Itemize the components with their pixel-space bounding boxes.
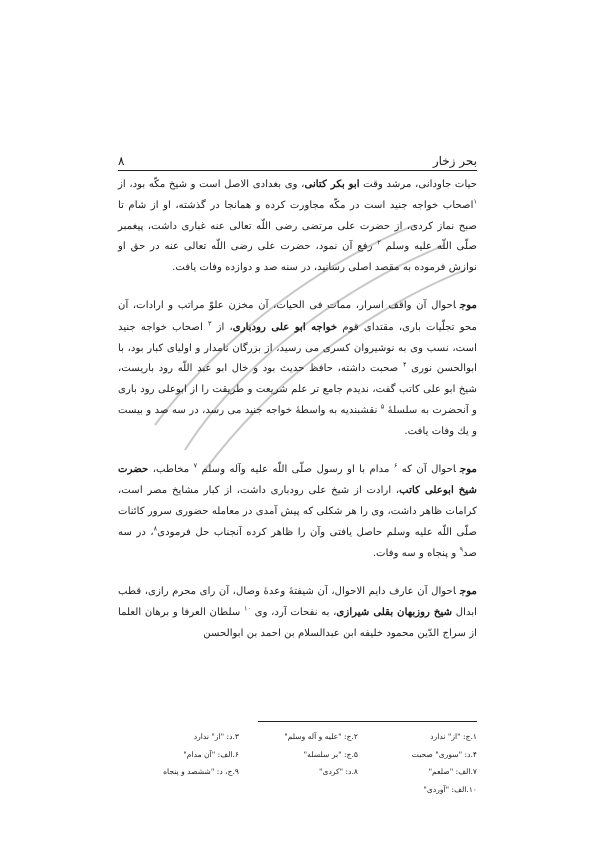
footnote: ۲.ج: "علیه و آله وسلم" (284, 732, 358, 741)
person-name: خواجه ابو علی رودباری (232, 320, 338, 333)
text-run: اصحاب خواجه جنید است در مکّه مجاورت کرده و همانجا در گذشته، او از شام تا صبح نماز کردی، از حضرت علی مرتضی رضی اللّه تعالی عنه غباری داشت، پیغمبر صلّی اللّه علیه وسلم (118, 199, 477, 253)
footnote-row (118, 781, 477, 799)
footnote-ref: ۸ (153, 524, 158, 533)
footnotes (118, 728, 477, 798)
footnote-ref: ۶ (393, 461, 398, 470)
book-title: بحر زخار (432, 154, 477, 168)
text-run: رفع آن نمود، حضرت علی رضی اللّه تعالی عنه در حق او نوازش فرموده به مقصد اصلی رسانید، در سنه صد و دوازده وفات یافت. (118, 241, 477, 274)
footnote-ref: ۱۰ (243, 604, 251, 613)
section-marker: موج (459, 584, 477, 597)
footnote (239, 781, 358, 799)
text-run: ، ارادت از شیخ علی رودباری داشت، از کبار مشایخ مصر است، کرامات ظاهر داشت، وی را هر شکلی که پیش آمدی در معامله حضوری سرور کائنات صلّی اللّه علیه وسلم حاصل یافتی وآن را ظاهر کرده آنجناب حل فرمودی (118, 485, 477, 538)
text-run: نقشبندیه به واسطهٔ خواجه جنید می رسد، در سه صد و بیست و یك وفات یافت. (118, 404, 477, 437)
footnote-ref: ۵ (380, 402, 385, 411)
person-name: حضرت شیخ ابوعلی کاتب (118, 462, 477, 497)
text-run: و پنجاه و سه وفات. (372, 547, 460, 559)
text-run: مخاطب، (148, 463, 194, 475)
footnote: ۱۰.الف: "آوردی" (423, 784, 477, 794)
footnote: ۵.ج: "بر سلسله" (303, 749, 358, 759)
text-run: احوال آن عارف دایم الاحوال، آن شیفتهٔ وعدهٔ وصال، آن رای محرم رازی، قطب ابدال (118, 585, 477, 619)
footnote: ۱.ج: "از" ندارد (430, 732, 477, 741)
footnote (120, 781, 239, 799)
footnote-rule (258, 721, 477, 722)
paragraph (118, 581, 477, 645)
header-rule (118, 170, 477, 171)
text-run: ، در سه صد (118, 526, 477, 559)
text-run: ، از (211, 321, 233, 333)
text-run: صحبت داشته، حافظ حدیث بود و خال ابو عبد اللّه رود باریست، شیخ ابو علی کاتب گفت، ندیدم جامع تر علم شریعت و طریقت را از ابوعلی رود باری و آنحضرت به سلسلهٔ (118, 363, 477, 416)
footnote-ref: ۷ (193, 461, 198, 470)
text-run: سلطان العرفا و برهان العلما از سراج الدّین محمود خلیفه ابن عبدالسلام بن احمد بن ابوالحسن (118, 607, 477, 640)
footnote: ۹.ج، د: "ششصد و پنجاه (163, 767, 239, 777)
footnote-ref: ۳ (208, 319, 212, 328)
footnote: ۳.د: "از" ندارد (193, 732, 239, 741)
footnote-ref: ۹ (459, 545, 463, 554)
footnote-ref: ۴ (402, 360, 407, 369)
section-marker: موج (459, 462, 477, 475)
footnote-ref: ۱ (473, 197, 477, 206)
text-run: ، وی بغدادی الاصل است و شیخ مکّه بود، از (118, 179, 305, 190)
footnote: ۶.الف: "آن مدام" (183, 749, 239, 759)
page-number: ۸ (118, 154, 125, 168)
text-run: احوال آن واقف اسرار، ممات فی الحیات، آن مخزن علوّ مراتب و ارادات، آن محو تجلّیات باری، مقتدای قوم (118, 299, 477, 333)
section-marker: موج (459, 298, 477, 311)
footnote-row (118, 728, 477, 746)
text-run: احوال آن که (397, 463, 456, 475)
person-name: شیخ روزبهان بقلی شیرازی (336, 606, 453, 619)
body-text (118, 174, 477, 645)
running-header (118, 146, 477, 168)
footnote-row (118, 763, 477, 781)
footnote-row (118, 746, 477, 764)
text-run: ، به نفحات آرد، وی (250, 607, 337, 619)
paragraph (118, 459, 477, 565)
footnote: ۸.د: "کردی" (319, 767, 358, 777)
footnote-ref: ۲ (377, 239, 381, 247)
text-run: حیات جاودانی، مرشد وقت (359, 179, 477, 190)
footnote: ۴.د: "سوری" صحبت (411, 749, 477, 759)
paragraph (118, 295, 477, 443)
paragraph (118, 174, 477, 279)
person-name: ابو بکر کتانی (304, 178, 360, 190)
text-run: اصحاب خواجه جنید است، نسب وی به نوشیروان کسری می رسید، از بزرگان نامدار و اولیای کبار بود، با ابوالحسن نوری (118, 321, 477, 375)
footnote: ۷.الف: "صلعم" (428, 767, 477, 777)
text-run: مدام با او رسول صلّی اللّه علیه وآله وسلم (197, 463, 394, 475)
